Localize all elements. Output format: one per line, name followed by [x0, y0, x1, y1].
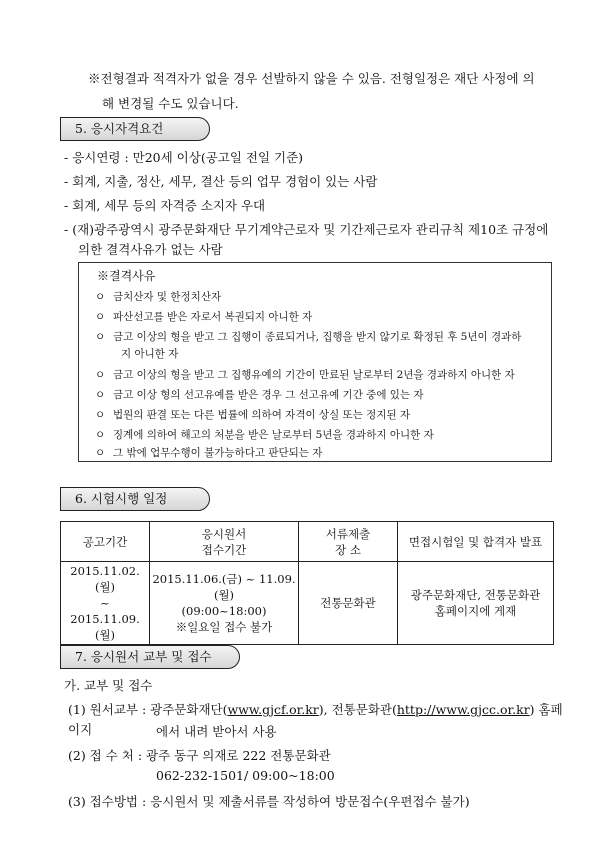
gjcf-link[interactable]: www.gjcf.or.kr	[227, 702, 319, 717]
header-announcement-period: 공고기간	[61, 522, 150, 562]
qualification-age: - 응시연령 : 만20세 이상(공고일 전일 기준)	[64, 150, 304, 165]
qualification-experience: - 회계, 지출, 정산, 세무, 결산 등의 업무 경험이 있는 사람	[64, 174, 378, 189]
qualification-list	[64, 148, 564, 264]
notice-text	[88, 66, 558, 116]
table-header-row	[61, 522, 554, 562]
schedule-table	[60, 521, 554, 645]
disqualification-item: ㅇ 금치산자 및 한정치산자	[95, 291, 222, 303]
table-row	[61, 562, 554, 645]
disqualification-item: ㅇ 금고 이상의 형을 받고 그 집행유예의 기간이 만료된 날로부터 2년을 경과하지 아니한 자	[95, 369, 515, 381]
cell-announcement-period: 2015.11.02.(월) ~ 2015.11.09.(월)	[61, 562, 150, 645]
qualification-certificate: - 회계, 세무 등의 자격증 소지자 우대	[64, 198, 266, 213]
reception-contact: 062-232-1501/ 09:00~18:00	[156, 768, 335, 783]
distribution-subheading: 가. 교부 및 접수	[64, 678, 153, 693]
disqualification-item: ㅇ 금고 이상 형의 선고유예를 받은 경우 그 선고유예 기간 중에 있는 자	[95, 389, 424, 401]
cell-application-period: 2015.11.06.(금) ~ 11.09.(월) (09:00~18:00) ※일요일 접수 불가	[150, 562, 299, 645]
disqualification-item: ㅇ 파산선고를 받은 자로서 복권되지 아니한 자	[95, 311, 313, 323]
notice-line-1: ※전형결과 적격자가 없을 경우 선발하지 않을 수 있음. 전형일정은 재단 사정에 의	[88, 71, 535, 86]
cell-submission-place: 전통문화관	[299, 562, 398, 645]
gjcc-link[interactable]: http://www.gjcc.or.kr	[396, 702, 530, 717]
notice-line-2: 해 변경될 수도 있습니다.	[102, 96, 239, 111]
application-form-row: (1) 원서교부 : 광주문화재단(www.gjcf.or.kr), 전통문화관(http://www.gjcc.or.kr) 홈페이지	[68, 702, 563, 737]
header-submission-place: 서류제출 장 소	[299, 522, 398, 562]
section-6-heading: 6. 시험시행 일정	[60, 487, 210, 511]
disqualification-item: ㅇ 그 밖에 업무수행이 불가능하다고 판단되는 자	[95, 447, 323, 459]
disqualification-title: ※결격사유	[97, 269, 156, 283]
qualification-regulation: - (재)광주광역시 광주문화재단 무기계약근로자 및 기간제근로자 관리규칙 제10조 규정에	[64, 222, 549, 237]
qualification-regulation-cont: 의한 결격사유가 없는 사람	[78, 242, 223, 257]
section-7-heading: 7. 응시원서 교부 및 접수	[60, 645, 240, 669]
disqualification-item: ㅇ 법원의 판결 또는 다른 법률에 의하여 자격이 상실 또는 정지된 자	[95, 409, 411, 421]
application-form-row-cont: 에서 내려 받아서 사용	[156, 724, 277, 739]
disqualification-box	[78, 262, 552, 462]
header-interview-results: 면접시험일 및 합격자 발표	[398, 522, 554, 562]
header-application-period: 응시원서 접수기간	[150, 522, 299, 562]
reception-place-row: (2) 접 수 처 : 광주 동구 의재로 222 전통문화관	[68, 748, 331, 763]
reception-method-row: (3) 접수방법 : 응시원서 및 제출서류를 작성하여 방문접수(우편접수 불가)	[68, 794, 470, 809]
disqualification-item: ㅇ 금고 이상의 형을 받고 그 집행이 종료되거나, 집행을 받지 않기로 확정된 후 5년이 경과하 지 아니한 자	[95, 331, 522, 360]
section-5-heading: 5. 응시자격요건	[60, 117, 210, 141]
cell-interview-results: 광주문화재단, 전통문화관 홈페이지에 게재	[398, 562, 554, 645]
disqualification-item: ㅇ 징계에 의하여 해고의 처분을 받은 날로부터 5년을 경과하지 아니한 자	[95, 429, 434, 441]
